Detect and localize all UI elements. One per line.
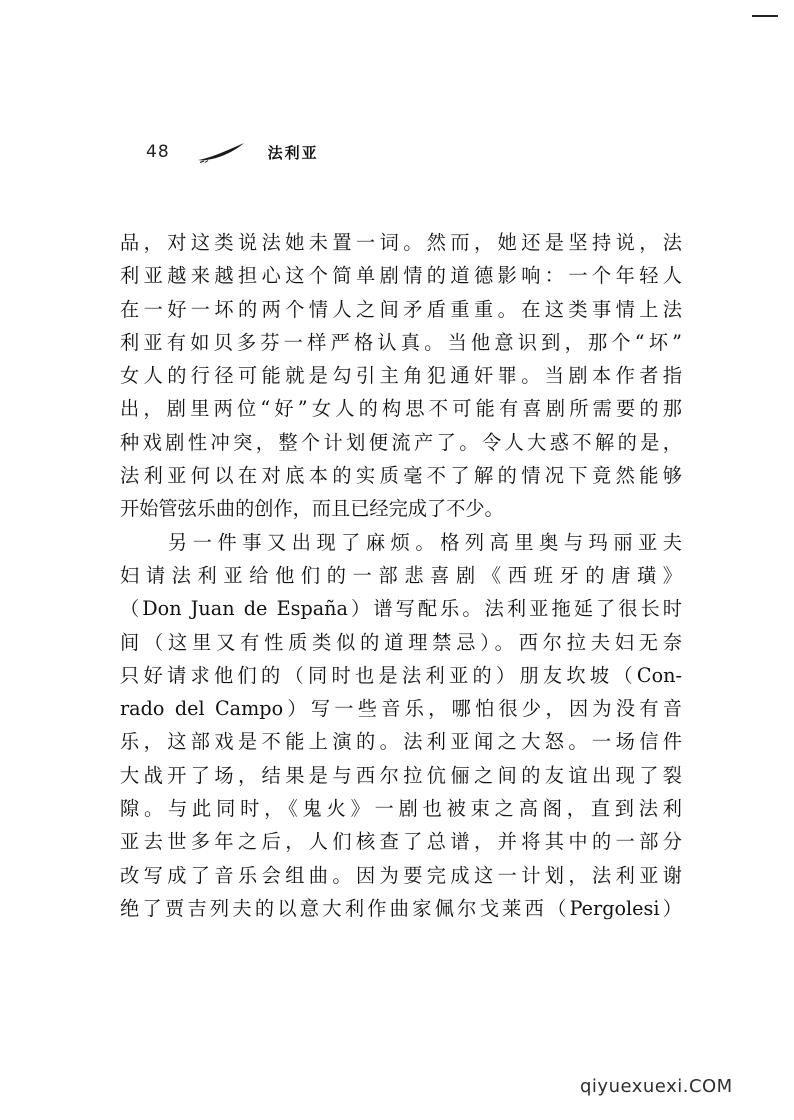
running-header — [146, 138, 319, 166]
text-line: 乐，这部戏是不能上演的。法利亚闻之大怒。一场信件 — [120, 730, 682, 754]
watermark: qiyuexuexi.COM — [580, 1076, 733, 1097]
text-line: （Don Juan de España）谱写配乐。法利亚拖延了很长时 — [120, 597, 682, 621]
text-line: 开始管弦乐曲的创作，而且已经完成了不少。 — [120, 497, 504, 521]
text-line: 妇请法利亚给他们的一部悲喜剧《西班牙的唐璜》 — [120, 563, 682, 587]
text-line: 品，对这类说法她未置一词。然而，她还是坚持说，法 — [120, 231, 682, 254]
running-title: 法利亚 — [267, 143, 319, 162]
paragraph-1 — [120, 226, 682, 526]
text-line: 隙。与此同时，《鬼火》一剧也被束之高阁，直到法利 — [120, 797, 682, 821]
text-line: 间（这里又有性质类似的道理禁忌）。西尔拉夫妇无奈 — [120, 630, 682, 654]
text-line: 大战开了场，结果是与西尔拉伉俪之间的友谊出现了裂 — [120, 763, 682, 787]
text-line: 女人的行径可能就是勾引主角犯通奸罪。当剧本作者指 — [120, 364, 682, 388]
text-line: 利亚越来越担心这个简单剧情的道德影响：一个年轻人 — [120, 264, 682, 288]
text-line: 法利亚何以在对底本的实质毫不了解的情况下竟然能够 — [120, 464, 682, 488]
quill-ornament-icon — [196, 141, 246, 163]
text-line: 亚去世多年之后，人们核查了总谱，并将其中的一部分 — [120, 830, 682, 854]
page-number: 48 — [146, 142, 170, 162]
text-line: rado del Campo）写一些音乐，哪怕很少，因为没有音 — [120, 697, 682, 721]
text-line: 在一好一坏的两个情人之间矛盾重重。在这类事情上法 — [120, 297, 682, 321]
text-line: 种戏剧性冲突，整个计划便流产了。令人大惑不解的是， — [120, 430, 682, 454]
text-line: 绝了贾吉列夫的以意大利作曲家佩尔戈莱西（Pergolesi） — [120, 896, 682, 920]
text-line: 出，剧里两位“好”女人的构思不可能有喜剧所需要的那 — [120, 397, 682, 421]
text-line: 利亚有如贝多芬一样严格认真。当他意识到，那个“坏” — [120, 330, 682, 354]
text-line: 只好请求他们的（同时也是法利亚的）朋友坎坡（Con- — [120, 663, 682, 687]
corner-rule — [752, 15, 778, 17]
text-line: 另一件事又出现了麻烦。格列高里奥与玛丽亚夫 — [168, 530, 682, 554]
paragraph-2 — [120, 526, 682, 926]
text-line: 改写成了音乐会组曲。因为要完成这一计划，法利亚谢 — [120, 863, 682, 887]
body-text — [120, 226, 682, 925]
